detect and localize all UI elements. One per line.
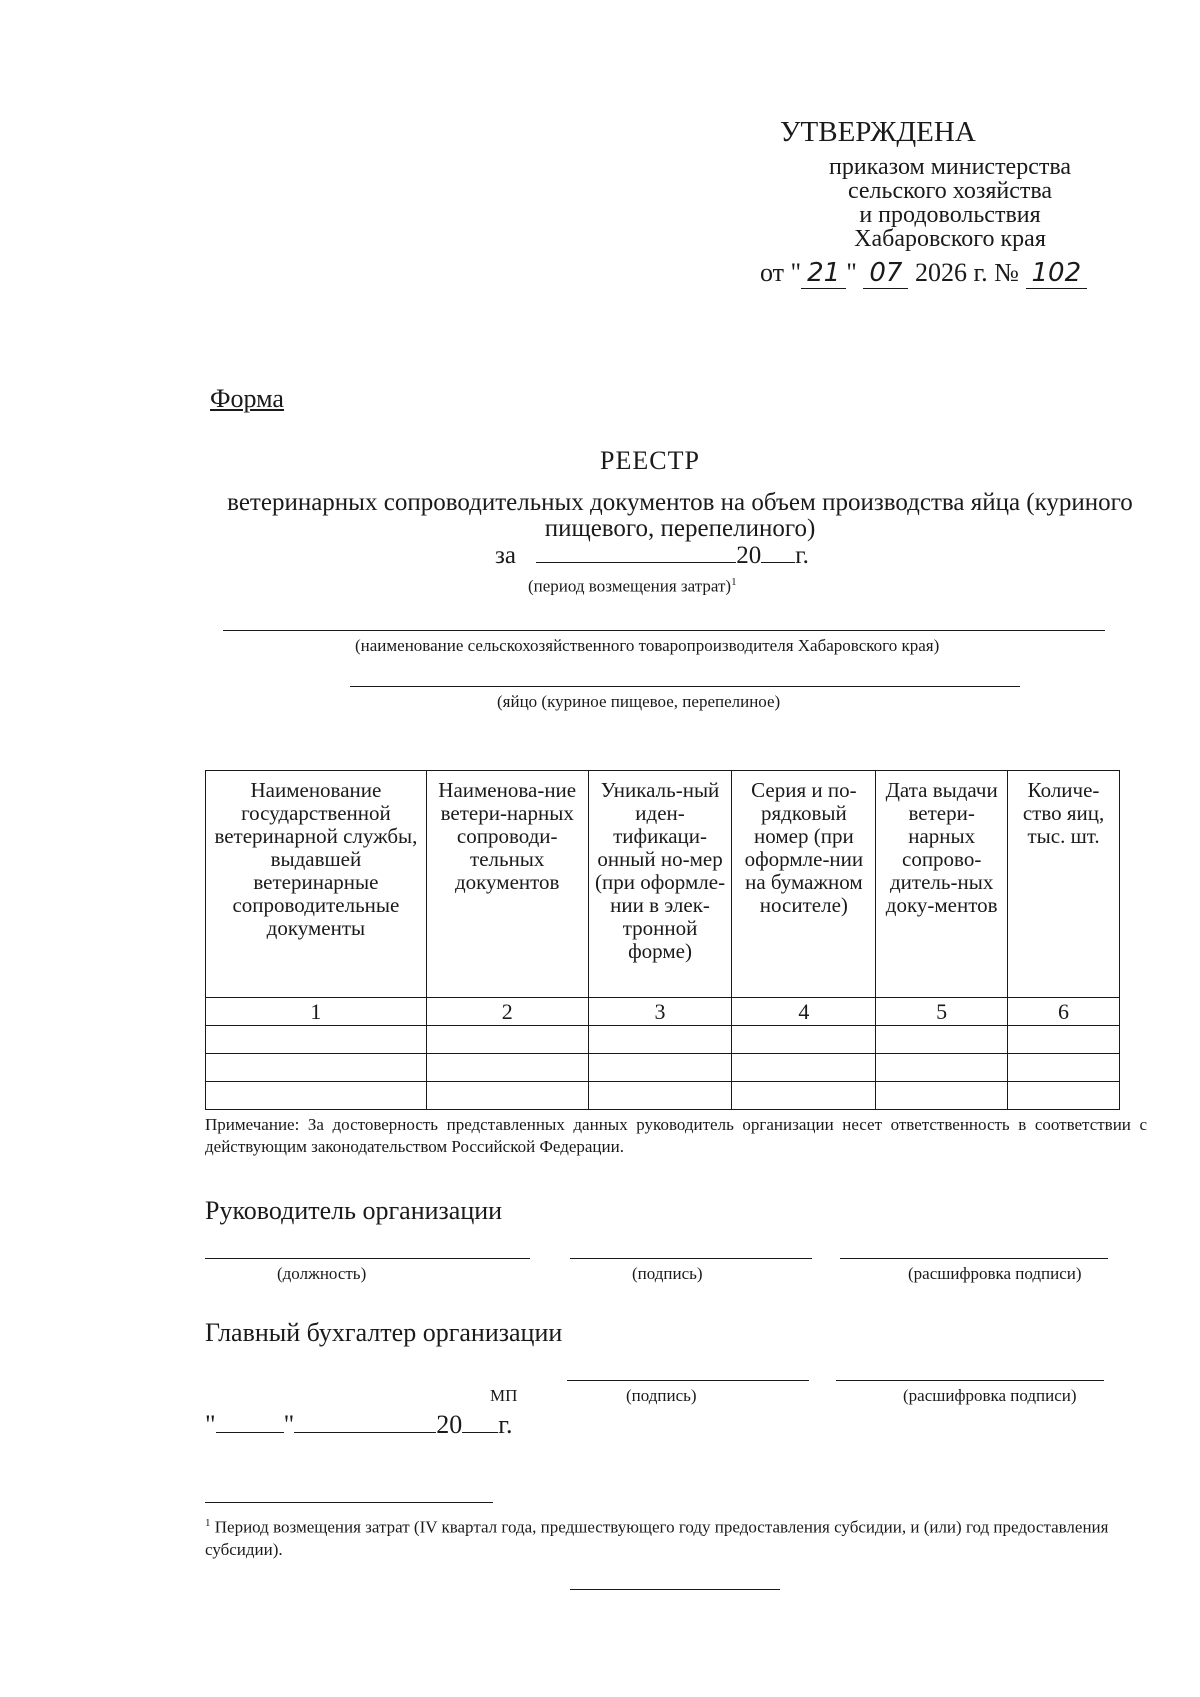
col-header-3: Уникаль-ный иден-тификаци-онный но-мер (при оформле-нии в элек-тронной форме) (588, 771, 732, 998)
order-line-4: Хабаровского края (854, 226, 1046, 252)
signing-date-line (205, 1410, 512, 1440)
year-blank[interactable] (761, 542, 795, 563)
table-cell[interactable] (426, 1026, 588, 1054)
head-decode-line[interactable] (840, 1258, 1108, 1259)
table-cell[interactable] (426, 1082, 588, 1110)
head-decode-caption: (расшифровка подписи) (908, 1264, 1082, 1283)
accountant-decode-caption: (расшифровка подписи) (903, 1386, 1077, 1405)
footnote-text: Период возмещения затрат (IV квартал года, предшествующего году предоставления субсидии, и (или) год предоставления субсидии). (205, 1517, 1109, 1559)
table-row (206, 1026, 1120, 1054)
approved-stamp: УТВЕРЖДЕНА (780, 116, 976, 148)
day-blank[interactable] (216, 1412, 284, 1433)
col-header-5: Дата выдачи ветери-нарных сопрово-дитель-ных доку-ментов (876, 771, 1008, 998)
position-caption: (должность) (277, 1264, 367, 1283)
footnote-mark: 1 (205, 1517, 211, 1529)
order-line-2: сельского хозяйства (847, 178, 1053, 204)
egg-type-line[interactable] (350, 686, 1020, 687)
table-cell[interactable] (206, 1082, 427, 1110)
period-blank[interactable] (536, 542, 736, 563)
date-prefix: от " (760, 258, 802, 287)
footnote (205, 1512, 1147, 1561)
handwritten-day: 21 (801, 258, 846, 289)
registry-title: РЕЕСТР (600, 446, 700, 475)
table-cell[interactable] (732, 1082, 876, 1110)
period-suffix: г. (795, 542, 809, 569)
period-caption: (период возмещения затрат)$^1$ (528, 576, 737, 596)
egg-type-caption: (яйцо (куриное пищевое, перепелиное) (497, 692, 781, 711)
stamp-label: МП (490, 1386, 518, 1405)
table-cell[interactable] (1008, 1026, 1120, 1054)
table-cell[interactable] (876, 1054, 1008, 1082)
table-cell[interactable] (206, 1026, 427, 1054)
footnote-separator (205, 1502, 493, 1503)
col-header-6: Количе-ство яиц, тыс. шт. (1008, 771, 1120, 998)
order-line-1: приказом министерства (828, 154, 1072, 180)
handwritten-month: 07 (863, 258, 908, 289)
form-label: Форма (210, 384, 284, 413)
table-cell[interactable] (588, 1082, 732, 1110)
head-signature-line[interactable] (570, 1258, 812, 1259)
col-number: 3 (588, 998, 732, 1026)
table-cell[interactable] (1008, 1054, 1120, 1082)
handwritten-order-number: 102 (1026, 258, 1088, 289)
table-cell[interactable] (876, 1026, 1008, 1054)
col-number: 1 (206, 998, 427, 1026)
registry-subtitle: ветеринарных сопроводительных документов на объем производства яйца (куриного пищевого, перепелиного) (227, 489, 1133, 542)
accountant-signature-caption: (подпись) (626, 1386, 697, 1405)
period-year: 20 (736, 542, 762, 569)
month-blank[interactable] (294, 1412, 436, 1433)
quote-close: " (283, 1410, 295, 1439)
signing-year-suffix: г. (498, 1410, 513, 1439)
table-cell[interactable] (588, 1054, 732, 1082)
period-prefix: за (495, 542, 516, 569)
table-cell[interactable] (426, 1054, 588, 1082)
col-number: 6 (1008, 998, 1120, 1026)
table-cell[interactable] (206, 1054, 427, 1082)
note-text: Примечание: За достоверность представленных данных руководитель организации несет ответственность в соответствии с действующим законодательством Российской Федерации. (205, 1115, 1147, 1156)
head-signature-caption: (подпись) (632, 1264, 703, 1283)
signing-year-blank[interactable] (462, 1412, 498, 1433)
registry-table (205, 770, 1120, 1110)
quote-open: " (205, 1410, 216, 1439)
col-header-2: Наименова-ние ветери-нарных сопроводи-тельных документов (426, 771, 588, 998)
order-line-3: и продовольствия (859, 202, 1041, 228)
col-number: 2 (426, 998, 588, 1026)
producer-caption: (наименование сельскохозяйственного товаропроизводителя Хабаровского края) (355, 636, 940, 655)
table-cell[interactable] (732, 1026, 876, 1054)
table-cell[interactable] (1008, 1082, 1120, 1110)
date-mid: " (846, 258, 857, 287)
col-header-4: Серия и по-рядковый номер (при оформле-нии на бумажном носителе) (732, 771, 876, 998)
column-number-row (206, 998, 1120, 1026)
table-cell[interactable] (876, 1082, 1008, 1110)
table-row (206, 1082, 1120, 1110)
table-header-row (206, 771, 1120, 998)
head-title: Руководитель организации (205, 1196, 503, 1225)
producer-line[interactable] (223, 630, 1105, 631)
table-cell[interactable] (588, 1026, 732, 1054)
col-number: 5 (876, 998, 1008, 1026)
accountant-title: Главный бухгалтер организации (205, 1318, 563, 1347)
date-suffix: 2026 г. № (914, 258, 1019, 287)
col-header-1: Наименование государственной ветеринарной службы, выдавшей ветеринарные сопроводительные документы (206, 771, 427, 998)
table-row (206, 1054, 1120, 1082)
order-date-line (760, 258, 1087, 289)
col-number: 4 (732, 998, 876, 1026)
accountant-signature-line[interactable] (567, 1380, 809, 1381)
order-reference (780, 155, 1120, 251)
footnote-ref: 1 (731, 576, 737, 588)
period-line (495, 542, 809, 570)
signing-year-prefix: 20 (436, 1410, 463, 1439)
accountant-decode-line[interactable] (836, 1380, 1104, 1381)
table-cell[interactable] (732, 1054, 876, 1082)
position-line[interactable] (205, 1258, 530, 1259)
end-rule (570, 1589, 780, 1590)
